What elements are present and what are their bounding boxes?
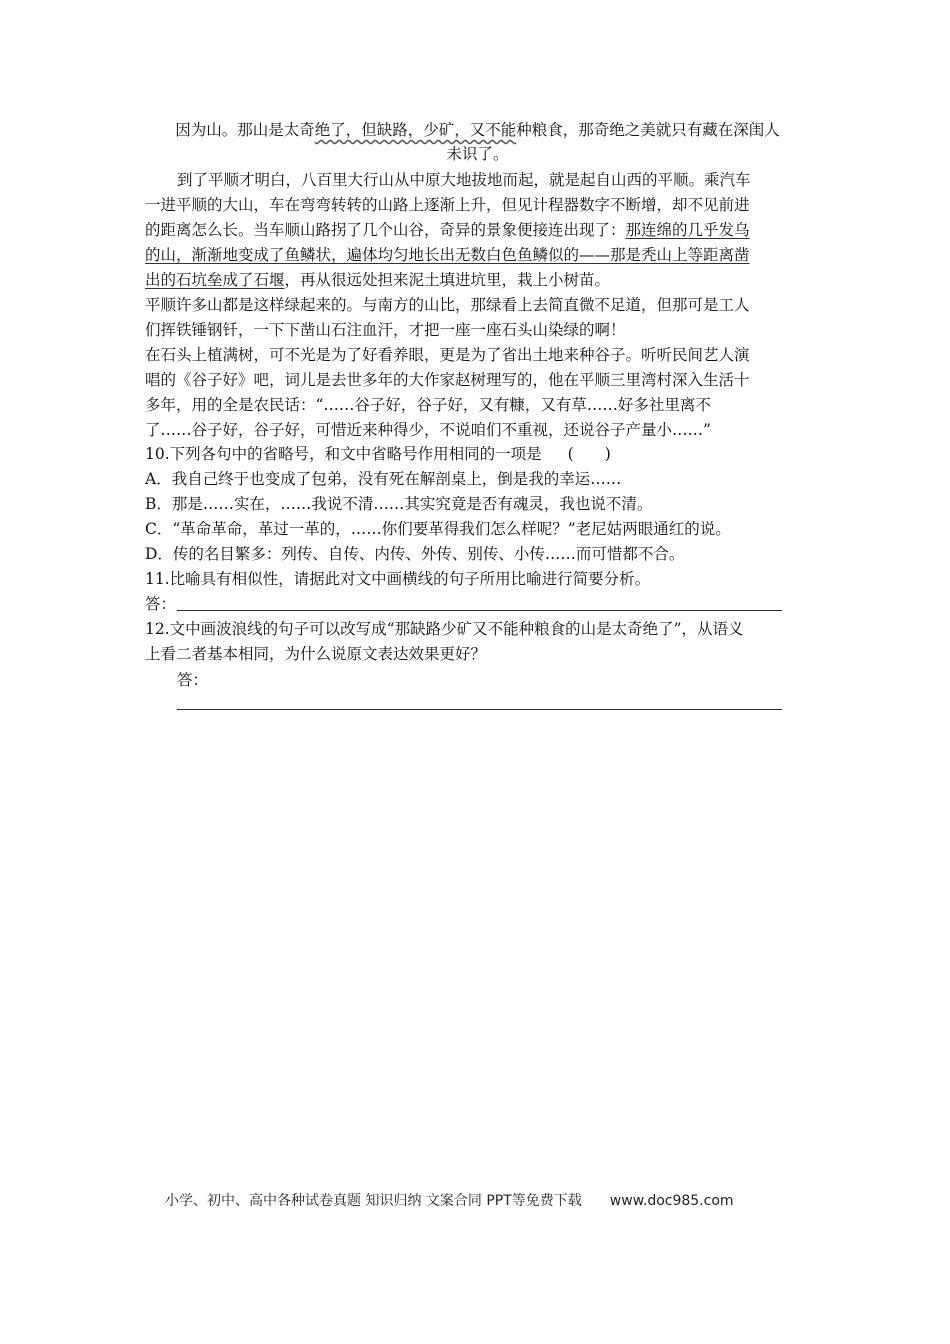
passage-line-1-pre: 因为山。那山是太奇 [175,121,315,139]
passage-line-7 [145,268,810,292]
question-10-stem [145,442,810,466]
page-footer [165,1191,805,1211]
question-12-stem-line-2: 上看二者基本相同，为什么说原文表达效果更好？ [145,645,487,663]
passage-line-11: 唱的《谷子好》吧，词儿是去世多年的大作家赵树理写的，他在平顺三里湾村深入生活十 [145,371,750,389]
question-10-option-b: B．那是……实在，……我说不清……其实究竟是否有魂灵，我也说不清。 [145,495,653,513]
wavy-underlined-sentence: 绝了，但缺路，少矿，又不能 [314,121,517,139]
passage-line-5 [145,218,810,242]
passage-line-1 [145,118,810,142]
question-11-stem: 11.比喻具有相似性，请据此对文中画横线的句子所用比喻进行简要分析。 [145,570,651,588]
passage-line-6 [145,243,810,267]
passage-line-7-post: ，再从很远处担来泥土填进坑里，栽上小树苗。 [284,271,611,289]
passage-line-13: 了……谷子好，谷子好，可惜近来种得少，不说咱们不重视，还说谷子产量小……” [145,421,711,439]
question-10-text: 10.下列各句中的省略号，和文中省略号作用相同的一项是 [145,445,542,463]
passage-line-5-pre: 的距离怎么长。当车顺山路拐了几个山谷，奇异的景象便接连出现了： [145,221,626,239]
question-11-answer-line [177,610,782,611]
answer-bracket: ( ) [567,445,611,463]
footer-text: 小学、初中、高中各种试卷真题 知识归纳 文案合同 PPT等免费下载 [165,1193,582,1209]
passage-line-12: 多年，用的全是农民话：“……谷子好，谷子好，又有糠，又有草……好多社里离不 [145,396,711,414]
underlined-metaphor-sentence: 那连绵的几乎发乌 [625,221,750,239]
question-10-option-c: C．“革命革命，革过一革的，……你们要革得我们怎么样呢？”老尼姑两眼通红的说。 [145,520,731,538]
question-10-option-d: D．传的名目繁多：列传、自传、内传、外传、别传、小传……而可惜都不合。 [145,545,685,563]
footer-site-link[interactable]: www.doc985.com [609,1193,734,1209]
underlined-metaphor-sentence-end: 出的石坑垒成了石堰 [145,271,285,289]
question-11-answer-label: 答： [145,595,177,613]
passage-line-10: 在石头上植满树，可不光是为了好看养眼，更是为了省出土地来种谷子。听听民间艺人演 [145,346,750,364]
passage-line-9: 们挥铁锤钢钎，一下下凿山石注血汗，才把一座一座石头山染绿的啊！ [145,321,626,339]
question-12-answer-label: 答： [177,671,209,689]
passage-line-1-post: 种粮食，那奇绝之美就只有藏在深闺人 [516,121,780,139]
passage-line-2: 未识了。 [446,145,509,163]
question-12-stem-line-1: 12.文中画波浪线的句子可以改写成“那缺路少矿又不能种粮食的山是太奇绝了”，从语义 [145,620,744,638]
passage-line-3: 到了平顺才明白，八百里大行山从中原大地拔地而起，就是起自山西的平顺。乘汽车 [177,171,751,189]
question-12-answer-line [177,709,782,710]
question-10-option-a: A．我自己终于也变成了包弟，没有死在解剖桌上，倒是我的幸运…… [145,470,622,488]
passage-line-8: 平顺许多山都是这样绿起来的。与南方的山比，那绿看上去简直微不足道，但那可是工人 [145,296,750,314]
passage-line-4: 一进平顺的大山，车在弯弯转转的山路上逐渐上升，但见计程器数字不断增，却不见前进 [145,196,750,214]
underlined-metaphor-sentence-cont: 的山，渐渐地变成了鱼鳞状，遍体均匀地长出无数白色鱼鳞似的——那是秃山上等距离凿 [145,246,750,264]
